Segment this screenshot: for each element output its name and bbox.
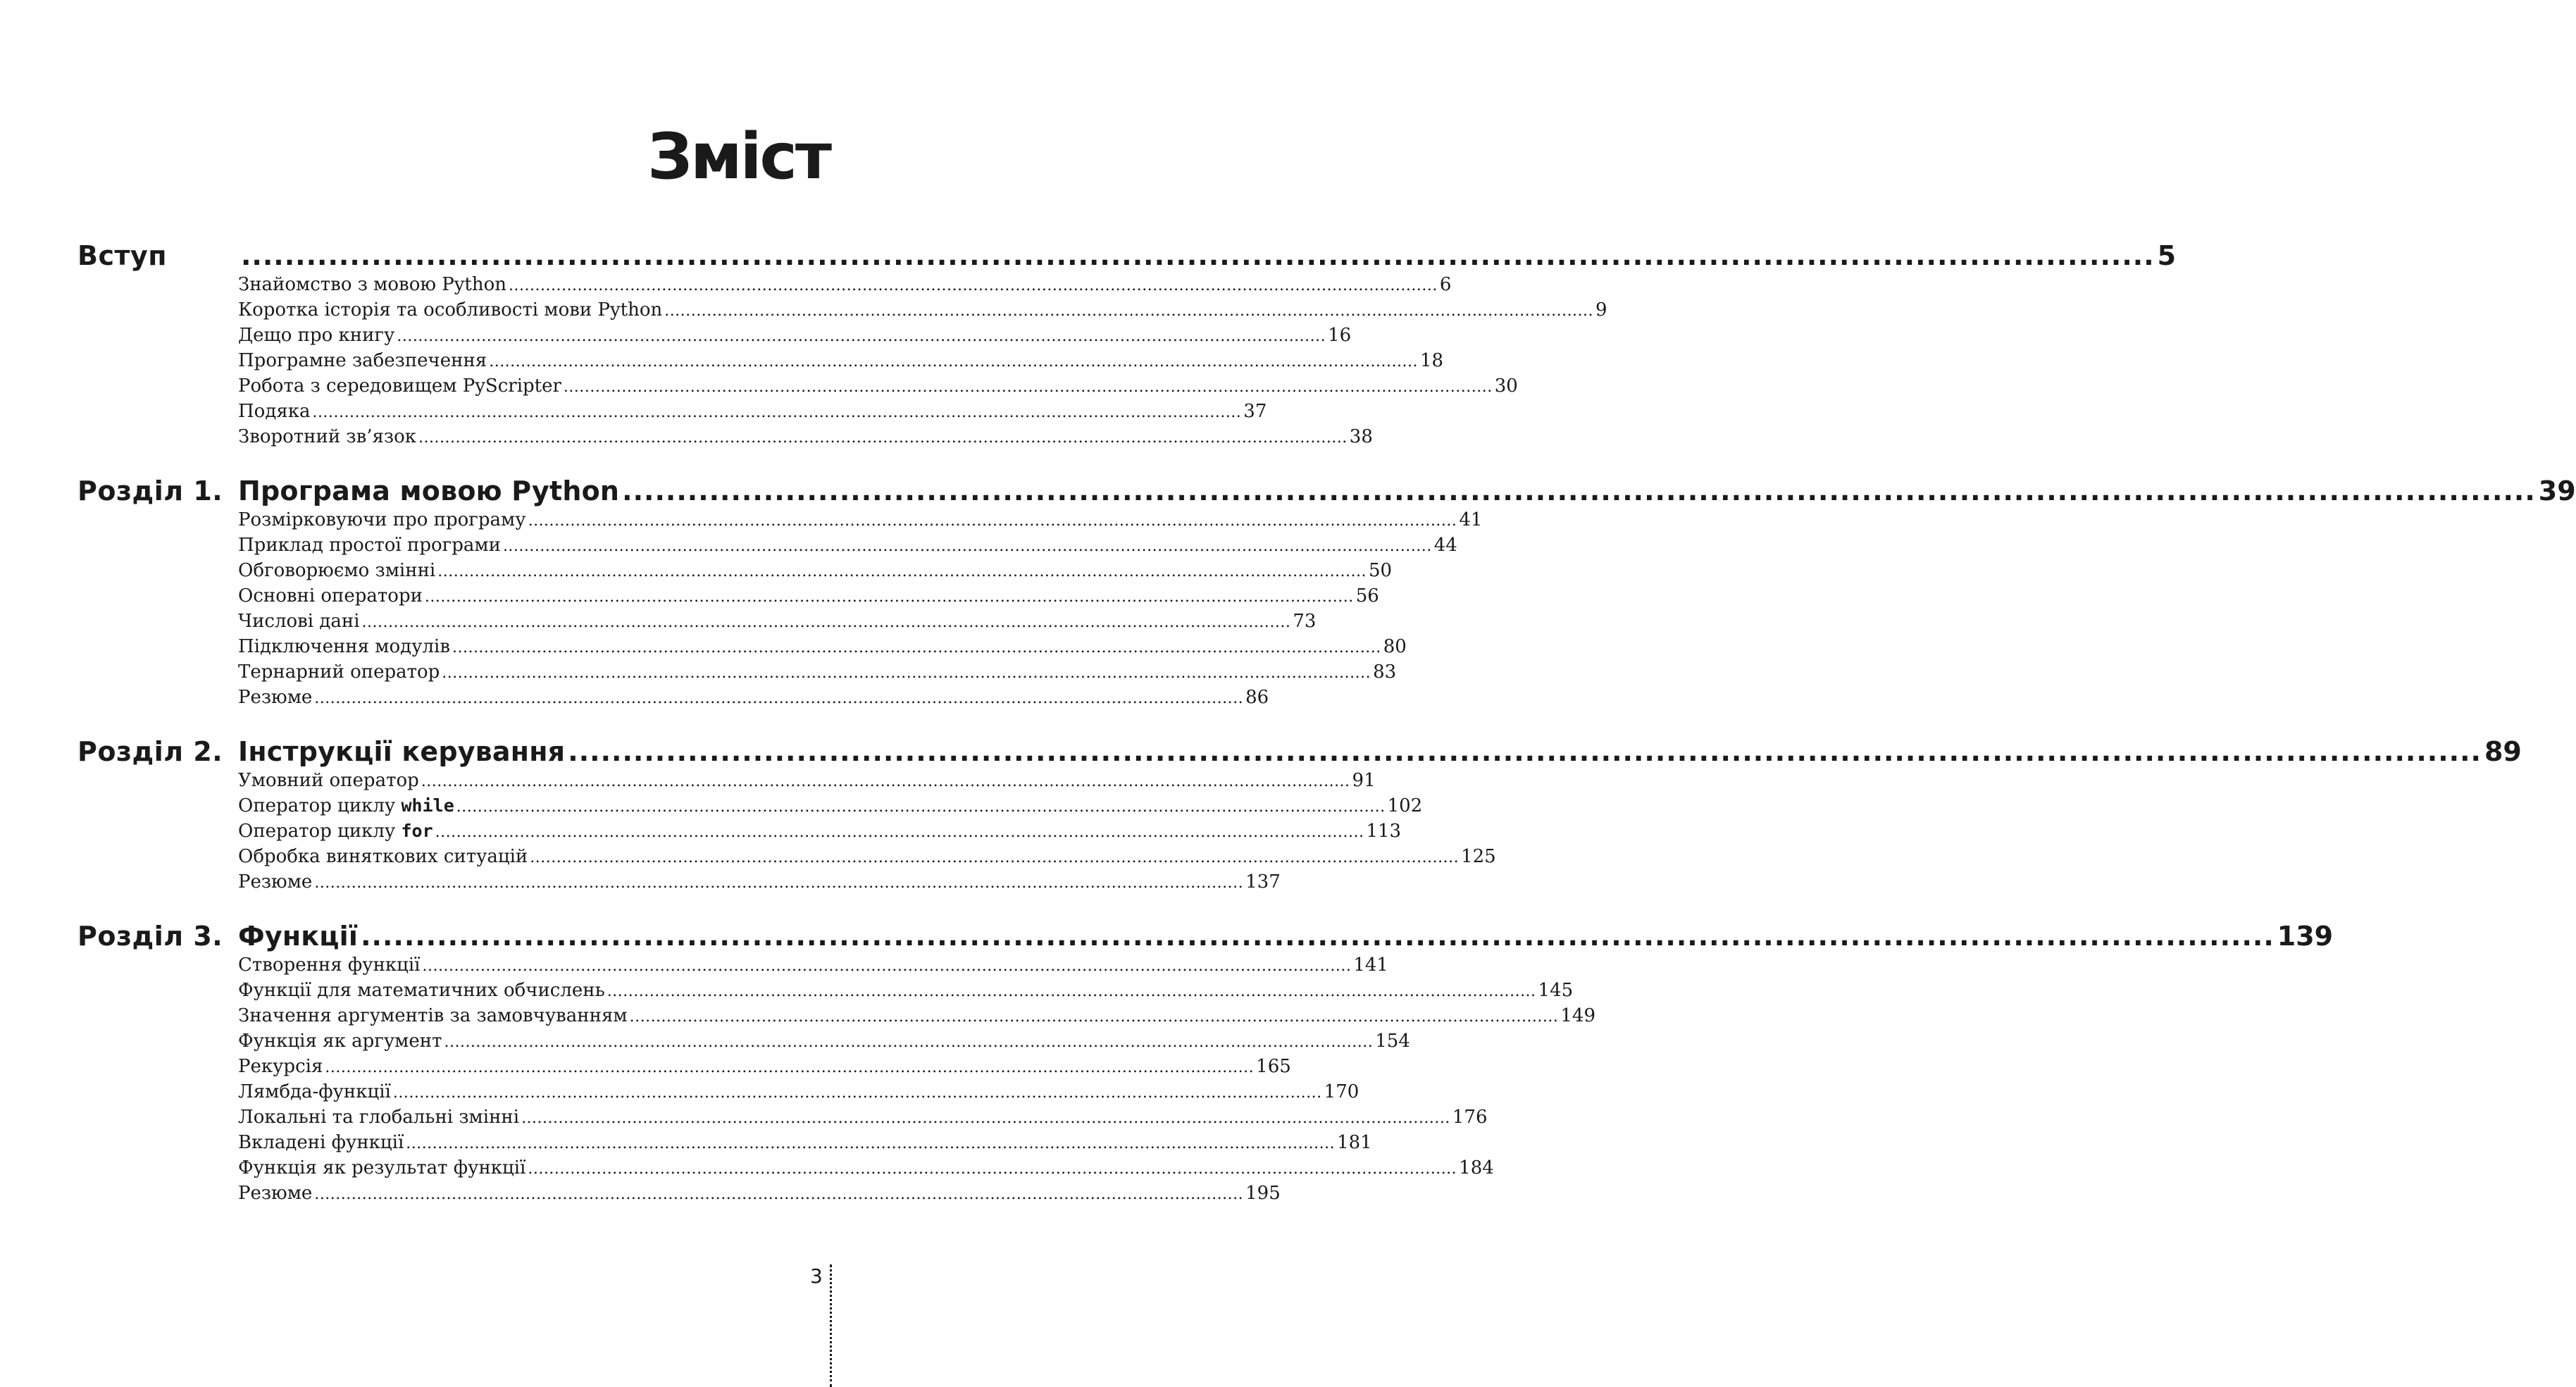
- entry-page-number: 18: [1420, 350, 1444, 371]
- dot-leader: ................................................................................................................................................................................: [442, 664, 1371, 682]
- entry-title: [238, 1181, 312, 1206]
- chapter-label: Вступ: [77, 240, 168, 271]
- entry-page-number: 102: [1387, 795, 1423, 816]
- toc-entry[interactable]: [238, 323, 1352, 348]
- entry-page-number: 44: [1433, 535, 1457, 556]
- toc-entry[interactable]: [238, 533, 1457, 558]
- entry-title-text: Програмне забезпечення: [238, 350, 487, 371]
- toc-entry[interactable]: [238, 978, 1574, 1003]
- dot-leader: ................................................................................................................................................................................: [568, 736, 2482, 767]
- entry-title: [238, 819, 433, 844]
- dot-leader: ................................................................................................................................................................................: [421, 773, 1350, 790]
- dot-leader: ................................................................................................................................................................................: [325, 1059, 1255, 1076]
- toc-entry[interactable]: [238, 819, 1402, 844]
- entry-title-text: Робота з середовищем PyScripter: [238, 375, 561, 397]
- entry-title: [238, 1155, 525, 1181]
- chapter-row: [238, 920, 2334, 952]
- toc-entry[interactable]: [238, 1079, 1359, 1105]
- dot-leader: ................................................................................................................................................................................: [241, 240, 2155, 271]
- entry-title: [238, 399, 311, 424]
- toc-entry[interactable]: [238, 1181, 1281, 1206]
- dot-leader: ................................................................................................................................................................................: [406, 1135, 1336, 1152]
- entry-page-number: 137: [1245, 871, 1281, 892]
- entry-page-number: 181: [1337, 1132, 1372, 1153]
- entry-page-number: 83: [1373, 661, 1397, 683]
- dot-leader: ................................................................................................................................................................................: [361, 921, 2275, 952]
- entry-title: [238, 507, 526, 533]
- entry-title-text: Резюме: [238, 871, 313, 892]
- entry-title-text: Підключення модулів: [238, 636, 450, 657]
- entry-list: [238, 272, 1607, 449]
- entry-page-number: 91: [1352, 770, 1376, 791]
- toc-chapter: [0, 240, 2177, 449]
- chapter-title: Інструкції керування: [238, 736, 566, 767]
- toc-entry[interactable]: [238, 1130, 1372, 1155]
- entry-title: [238, 768, 419, 793]
- dot-leader: ................................................................................................................................................................................: [444, 1033, 1374, 1051]
- entry-page-number: 80: [1383, 636, 1407, 657]
- entry-page-number: 176: [1452, 1107, 1488, 1128]
- dot-leader: ................................................................................................................................................................................: [392, 1084, 1322, 1102]
- entry-title: [238, 1054, 323, 1079]
- entry-title: [238, 659, 440, 685]
- dot-leader: ................................................................................................................................................................................: [452, 639, 1381, 657]
- entry-title: [238, 558, 435, 583]
- entry-page-number: 170: [1324, 1081, 1359, 1102]
- toc-entry[interactable]: [238, 348, 1444, 373]
- chapter-heading[interactable]: [0, 475, 2576, 507]
- toc-entry[interactable]: [238, 869, 1281, 895]
- dot-leader: ................................................................................................................................................................................: [422, 957, 1352, 975]
- chapter-title: Функції: [238, 921, 359, 952]
- entry-title: [238, 297, 662, 323]
- toc-entry[interactable]: [238, 297, 1607, 323]
- entry-title-text: Обробка виняткових ситуацій: [238, 846, 528, 867]
- toc-entry[interactable]: [238, 1028, 1410, 1054]
- entry-title-text: Локальні та глобальні змінні: [238, 1107, 520, 1128]
- dotted-rule: [830, 1264, 832, 1387]
- toc-entry[interactable]: [238, 844, 1496, 869]
- entry-code-keyword: while: [401, 795, 454, 816]
- entry-title-text: Резюме: [238, 1183, 313, 1204]
- toc-entry[interactable]: [238, 952, 1388, 978]
- entry-page-number: 154: [1375, 1031, 1410, 1052]
- dot-leader: ................................................................................................................................................................................: [361, 614, 1291, 631]
- toc-chapter: [0, 735, 2522, 895]
- dot-leader: ................................................................................................................................................................................: [435, 823, 1364, 841]
- toc-entry[interactable]: [238, 399, 1267, 424]
- page-number: 3: [810, 1264, 823, 1288]
- chapter-page-number: 5: [2157, 240, 2177, 271]
- dot-leader: ................................................................................................................................................................................: [397, 328, 1326, 345]
- entry-title: [238, 844, 528, 869]
- toc-entry[interactable]: [238, 1003, 1596, 1028]
- entry-title-text: Подяка: [238, 401, 311, 422]
- chapter-heading[interactable]: [0, 735, 2522, 768]
- entry-page-number: 37: [1243, 401, 1267, 422]
- toc-entry[interactable]: [238, 768, 1376, 793]
- dot-leader: ................................................................................................................................................................................: [437, 563, 1367, 580]
- chapter-label: Розділ 1.: [77, 475, 223, 506]
- entry-title: [238, 373, 561, 399]
- entry-title-text: Створення функції: [238, 954, 421, 976]
- chapter-title: Програма мовою Python: [238, 475, 620, 506]
- entry-title: [238, 583, 423, 609]
- entry-title-text: Зворотний зв’язок: [238, 426, 416, 447]
- dot-leader: ................................................................................................................................................................................: [509, 277, 1438, 294]
- dot-leader: ................................................................................................................................................................................: [622, 475, 2536, 506]
- entry-page-number: 41: [1459, 509, 1483, 530]
- dot-leader: ................................................................................................................................................................................: [629, 1008, 1559, 1026]
- toc-entry[interactable]: [238, 272, 1452, 297]
- chapter-label: Розділ 3.: [77, 921, 223, 952]
- entry-title: [238, 793, 454, 819]
- page-title: Зміст: [647, 120, 830, 194]
- dot-leader: ................................................................................................................................................................................: [314, 874, 1244, 892]
- chapter-page-number: 89: [2484, 736, 2522, 767]
- entry-title-text: Функція як результат функції: [238, 1157, 526, 1178]
- entry-page-number: 38: [1349, 426, 1373, 447]
- toc-entry[interactable]: [238, 558, 1393, 583]
- entry-page-number: 16: [1328, 325, 1352, 346]
- toc-entry[interactable]: [238, 609, 1317, 634]
- toc-entry[interactable]: [238, 583, 1379, 609]
- dot-leader: ................................................................................................................................................................................: [528, 1160, 1457, 1178]
- toc-entry[interactable]: [238, 634, 1407, 659]
- toc-entry[interactable]: [238, 659, 1397, 685]
- entry-title: [238, 634, 450, 659]
- dot-leader: ................................................................................................................................................................................: [530, 849, 1460, 866]
- toc-entry[interactable]: [238, 1155, 1494, 1181]
- chapter-page-number: 139: [2277, 921, 2334, 952]
- toc-entry[interactable]: [238, 424, 1373, 449]
- dot-leader: ................................................................................................................................................................................: [528, 512, 1457, 530]
- entry-title: [238, 1079, 391, 1105]
- dot-leader: ................................................................................................................................................................................: [418, 429, 1348, 447]
- entry-title-text: Тернарний оператор: [238, 661, 440, 683]
- entry-page-number: 9: [1595, 299, 1607, 321]
- chapter-row: [238, 735, 2522, 768]
- chapter-heading[interactable]: [0, 920, 2334, 952]
- entry-title-text: Розмірковуючи про програму: [238, 509, 526, 530]
- entry-page-number: 50: [1369, 560, 1393, 581]
- entry-page-number: 73: [1293, 611, 1317, 632]
- entry-title-text: Резюме: [238, 687, 313, 708]
- table-of-contents: [0, 240, 2576, 1231]
- chapter-label: Розділ 2.: [77, 736, 223, 767]
- entry-list: [238, 768, 1496, 895]
- entry-page-number: 113: [1366, 821, 1402, 842]
- entry-title: [238, 609, 360, 634]
- dot-leader: ................................................................................................................................................................................: [312, 404, 1242, 421]
- entry-title: [238, 1130, 404, 1155]
- entry-title-text: Умовний оператор: [238, 770, 419, 791]
- entry-title-text: Вкладені функції: [238, 1132, 404, 1153]
- entry-title: [238, 869, 312, 895]
- dot-leader: ................................................................................................................................................................................: [606, 983, 1536, 1000]
- entry-title-text: Числові дані: [238, 611, 360, 632]
- chapter-row: [238, 475, 2576, 507]
- entry-title: [238, 272, 506, 297]
- entry-title-text: Основні оператори: [238, 585, 423, 607]
- entry-title-text: Рекурсія: [238, 1056, 323, 1077]
- entry-page-number: 195: [1245, 1183, 1281, 1204]
- entry-page-number: 86: [1245, 687, 1269, 708]
- entry-title: [238, 323, 394, 348]
- entry-title: [238, 952, 421, 978]
- chapter-row: [238, 240, 2177, 272]
- dot-leader: ................................................................................................................................................................................: [314, 690, 1244, 707]
- dot-leader: ................................................................................................................................................................................: [424, 588, 1354, 606]
- toc-entry[interactable]: [238, 507, 1483, 533]
- entry-page-number: 6: [1439, 274, 1452, 295]
- entry-title-text: Оператор циклу: [238, 795, 402, 816]
- entry-page-number: 149: [1560, 1005, 1596, 1026]
- toc-entry[interactable]: [238, 685, 1269, 710]
- entry-title-text: Значення аргументів за замовчуванням: [238, 1005, 628, 1026]
- entry-code-keyword: for: [401, 821, 433, 841]
- entry-title-text: Коротка історія та особливості мови Python: [238, 299, 663, 321]
- entry-title-text: Дещо про книгу: [238, 325, 395, 346]
- entry-title-text: Приклад простої програми: [238, 535, 501, 556]
- dot-leader: ................................................................................................................................................................................: [563, 378, 1493, 396]
- toc-entry[interactable]: [238, 1105, 1488, 1130]
- entry-title-text: Лямбда-функції: [238, 1081, 391, 1102]
- entry-title-text: Обговорюємо змінні: [238, 560, 436, 581]
- entry-title: [238, 685, 312, 710]
- entry-page-number: 141: [1353, 954, 1388, 976]
- entry-title-text: Знайомство з мовою Python: [238, 274, 507, 295]
- chapter-page-number: 39: [2538, 475, 2576, 506]
- dot-leader: ................................................................................................................................................................................: [664, 302, 1594, 320]
- toc-entry[interactable]: [238, 1054, 1291, 1079]
- dot-leader: ................................................................................................................................................................................: [502, 537, 1432, 555]
- toc-chapter: [0, 475, 2576, 710]
- entry-page-number: 184: [1459, 1157, 1494, 1178]
- entry-title-text: Функції для математичних обчислень: [238, 980, 605, 1001]
- entry-page-number: 30: [1494, 375, 1518, 397]
- entry-title: [238, 1105, 519, 1130]
- dot-leader: ................................................................................................................................................................................: [489, 353, 1418, 371]
- chapter-heading[interactable]: [0, 240, 2177, 272]
- entry-title: [238, 1028, 442, 1054]
- entry-title-text: Функція як аргумент: [238, 1031, 442, 1052]
- entry-title: [238, 978, 605, 1003]
- entry-title: [238, 348, 487, 373]
- toc-entry[interactable]: [238, 793, 1423, 819]
- toc-entry[interactable]: [238, 373, 1518, 399]
- entry-title: [238, 1003, 628, 1028]
- dot-leader: ................................................................................................................................................................................: [521, 1109, 1450, 1127]
- entry-title-text: Оператор циклу: [238, 821, 402, 842]
- entry-page-number: 145: [1538, 980, 1574, 1001]
- entry-page-number: 56: [1355, 585, 1379, 607]
- entry-page-number: 125: [1461, 846, 1496, 867]
- dot-leader: ................................................................................................................................................................................: [456, 798, 1386, 816]
- toc-chapter: [0, 920, 2334, 1206]
- entry-page-number: 165: [1256, 1056, 1291, 1077]
- entry-title: [238, 533, 501, 558]
- entry-title: [238, 424, 416, 449]
- entry-list: [238, 952, 1596, 1206]
- entry-list: [238, 507, 1483, 710]
- dot-leader: ................................................................................................................................................................................: [314, 1186, 1244, 1203]
